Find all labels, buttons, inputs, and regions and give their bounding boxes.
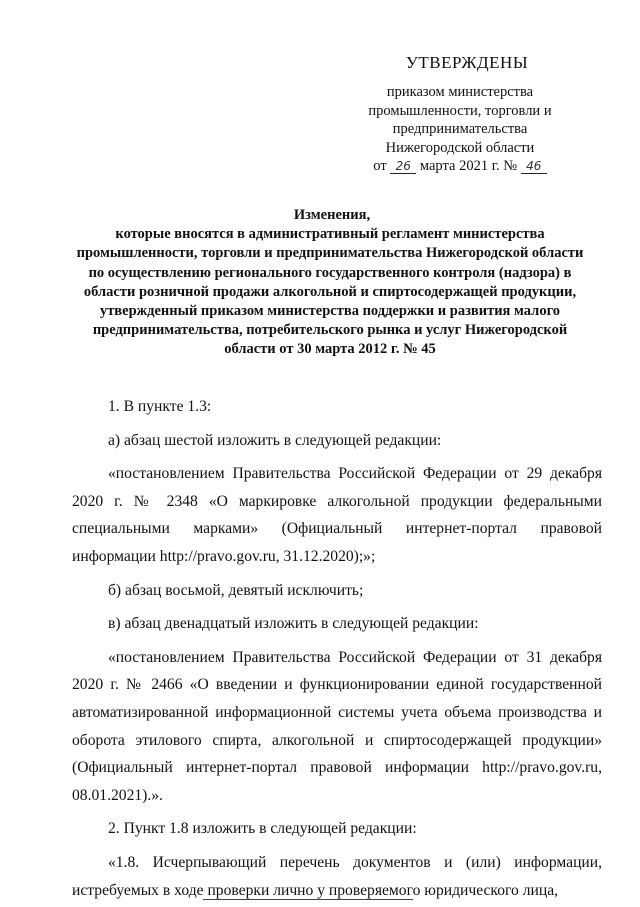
approval-date-line bbox=[340, 157, 580, 175]
footnote-separator bbox=[203, 899, 413, 900]
paragraph: «постановлением Правительства Российской Федерации от 29 декабря 2020 г. № 2348 «О маркировке алкогольной продукции федеральными специальными марками» (Официальный интернет-портал правовой информации http://pravo.gov.ru, 31.12.2020);»; bbox=[72, 465, 602, 565]
title-line: промышленности, торговли и предпринимательства Нижегородской области bbox=[76, 245, 584, 262]
paragraph: 2. Пункт 1.8 изложить в следующей редакции: bbox=[108, 820, 417, 838]
paragraph: 1. В пункте 1.3: bbox=[108, 398, 212, 415]
title-line: области от 30 марта 2012 г. № 45 bbox=[224, 341, 436, 358]
title-heading: Изменения, bbox=[293, 207, 371, 223]
approval-block bbox=[340, 53, 580, 175]
title-line: которые вносятся в административный регламент министерства bbox=[115, 226, 545, 243]
paragraph: а) абзац шестой изложить в следующей редакции: bbox=[108, 431, 442, 449]
document-title bbox=[60, 206, 600, 360]
date-prefix: от bbox=[373, 158, 387, 174]
paragraph: «1.8. Исчерпывающий перечень документов и (или) информации, истребуемых в ходе проверки лично у проверяемого юридического лица, bbox=[72, 853, 602, 899]
approval-line: предпринимательства bbox=[392, 121, 528, 137]
document-body bbox=[72, 393, 602, 907]
approval-heading: УТВЕРЖДЕНЫ bbox=[405, 53, 529, 72]
date-middle: марта 2021 г. № bbox=[419, 158, 518, 174]
paragraph: б) абзац восьмой, девятый исключить; bbox=[108, 581, 364, 599]
title-line: предпринимательства, потребительского рынка и услуг Нижегородской bbox=[92, 322, 568, 339]
order-number-handwritten: 46 bbox=[521, 160, 547, 174]
title-line: по осуществлению регионального государственного контроля (надзора) в bbox=[88, 264, 572, 281]
paragraph: «постановлением Правительства Российской Федерации от 31 декабря 2020 г. № 2466 «О введении и функционировании единой государственной автоматизированной информационной системы учета объема производства и оборота этилового спирта, алкогольной и спиртосодержащей продукции» (Официальный интернет-портал правовой информации http://pravo.gov.ru, 08.01.2021).». bbox=[72, 648, 602, 804]
approval-line: приказом министерства bbox=[386, 84, 534, 100]
title-line: области розничной продажи алкогольной и спиртосодержащей продукции, bbox=[83, 283, 577, 300]
approval-line: промышленности, торговли и bbox=[368, 102, 552, 119]
approval-line: Нижегородской области bbox=[385, 139, 535, 156]
title-line: утвержденный приказом министерства поддержки и развития малого bbox=[99, 303, 561, 320]
date-day-handwritten: 26 bbox=[390, 160, 416, 174]
paragraph: в) абзац двенадцатый изложить в следующей редакции: bbox=[108, 615, 479, 633]
